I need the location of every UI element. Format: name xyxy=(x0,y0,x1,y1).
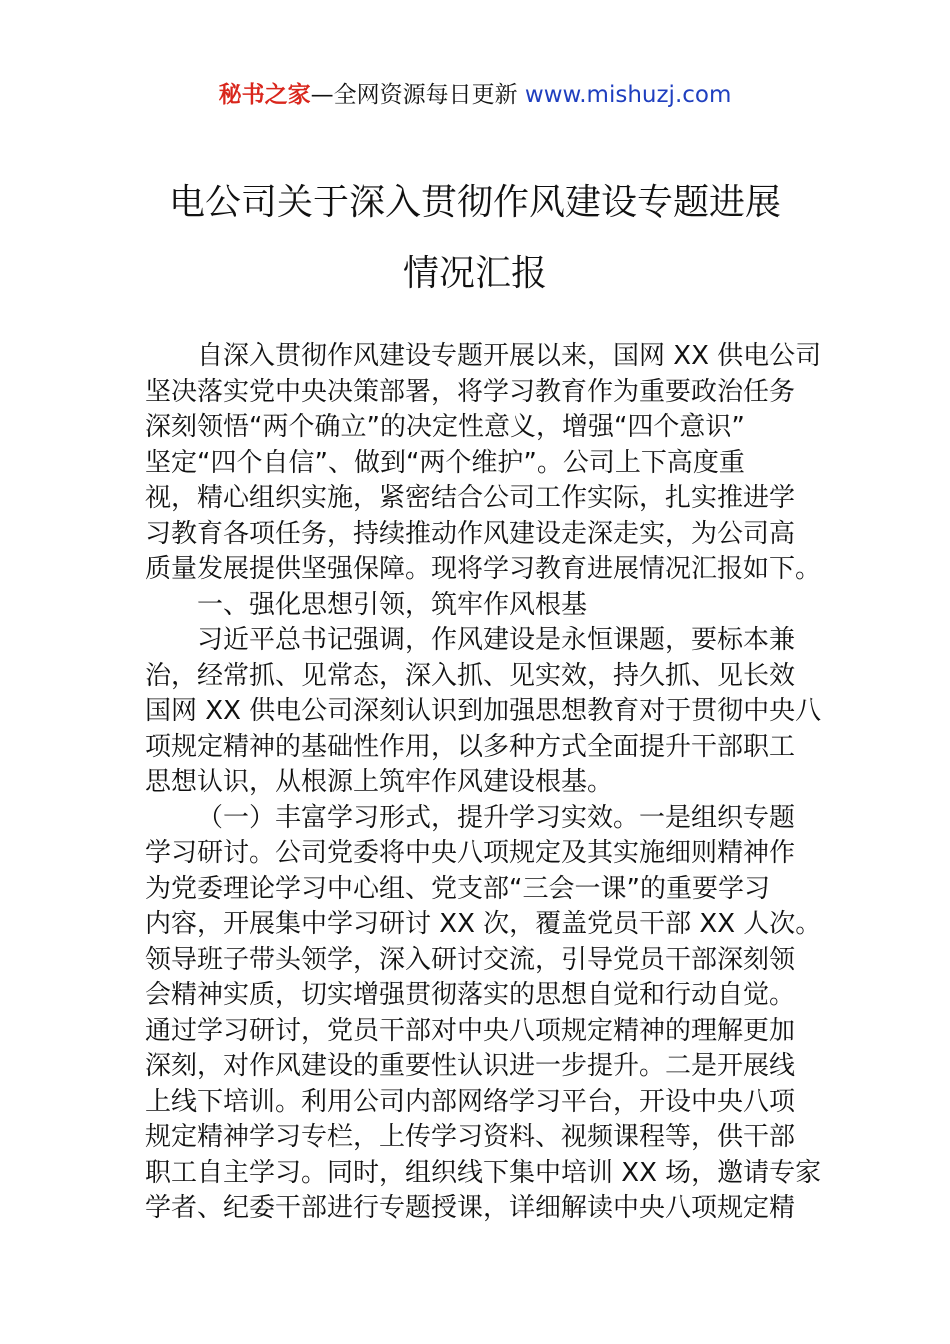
paragraph-line: 会精神实质，切实增强贯彻落实的思想自觉和行动自觉。 xyxy=(145,980,796,1010)
paragraph-line: 规定精神学习专栏，上传学习资料、视频课程等，供干部 xyxy=(145,1122,796,1152)
paragraph-line: 自深入贯彻作风建设专题开展以来，国网 XX 供电公司 xyxy=(197,341,822,371)
paragraph-line: 领导班子带头领学，深入研讨交流，引导党员干部深刻领 xyxy=(145,944,796,975)
document-title-line-1: 电公司关于深入贯彻作风建设专题进展 xyxy=(168,182,781,223)
paragraph-line: 深刻领悟“两个确立”的决定性意义，增强“四个意识” xyxy=(145,412,745,442)
document-title-line-2: 情况汇报 xyxy=(402,253,547,294)
paragraph-line: 项规定精神的基础性作用，以多种方式全面提升干部职工 xyxy=(145,731,796,762)
brand-name: 秘书之家 xyxy=(218,82,311,108)
paragraph-line: 通过学习研讨，党员干部对中央八项规定精神的理解更加 xyxy=(145,1015,796,1046)
site-header xyxy=(0,78,950,112)
site-url[interactable]: www.mishuzj.com xyxy=(524,82,732,108)
paragraph-line: 坚决落实党中央决策部署，将学习教育作为重要政治任务 xyxy=(145,376,796,407)
paragraph-line: 视，精心组织实施，紧密结合公司工作实际，扎实推进学 xyxy=(145,483,796,513)
paragraph-line: 习近平总书记强调，作风建设是永恒课题，要标本兼 xyxy=(197,625,796,655)
paragraph-line: 内容，开展集中学习研讨 XX 次，覆盖党员干部 XX 人次。 xyxy=(145,909,822,939)
paragraph-line: 学者、纪委干部进行专题授课，详细解读中央八项规定精 xyxy=(145,1193,796,1223)
paragraph-line: 为党委理论学习中心组、党支部“三会一课”的重要学习 xyxy=(145,873,770,904)
paragraph-line: 习教育各项任务，持续推动作风建设走深走实，为公司高 xyxy=(145,518,796,549)
paragraph-line: 职工自主学习。同时，组织线下集中培训 XX 场，邀请专家 xyxy=(145,1157,822,1188)
paragraph-line: 国网 XX 供电公司深刻认识到加强思想教育对于贯彻中央八 xyxy=(145,696,822,726)
document-body xyxy=(145,339,822,1227)
paragraph-line: 思想认识，从根源上筑牢作风建设根基。 xyxy=(145,767,614,797)
paragraph-line: （一）丰富学习形式，提升学习实效。一是组织专题 xyxy=(197,802,796,833)
paragraph-line: 坚定“四个自信”、做到“两个维护”。公司上下高度重 xyxy=(145,447,745,478)
paragraph-line: 质量发展提供坚强保障。现将学习教育进展情况汇报如下。 xyxy=(145,554,822,584)
header-slogan: —全网资源每日更新 xyxy=(310,82,525,108)
paragraph-line: 学习研讨。公司党委将中央八项规定及其实施细则精神作 xyxy=(145,838,796,868)
paragraph-line: 治，经常抓、见常态，深入抓、见实效，持久抓、见长效 xyxy=(145,660,796,691)
paragraph-line: 上线下培训。利用公司内部网络学习平台，开设中央八项 xyxy=(145,1086,796,1117)
paragraph-line: 深刻，对作风建设的重要性认识进一步提升。二是开展线 xyxy=(145,1051,796,1081)
section-heading: 一、强化思想引领，筑牢作风根基 xyxy=(197,589,588,620)
